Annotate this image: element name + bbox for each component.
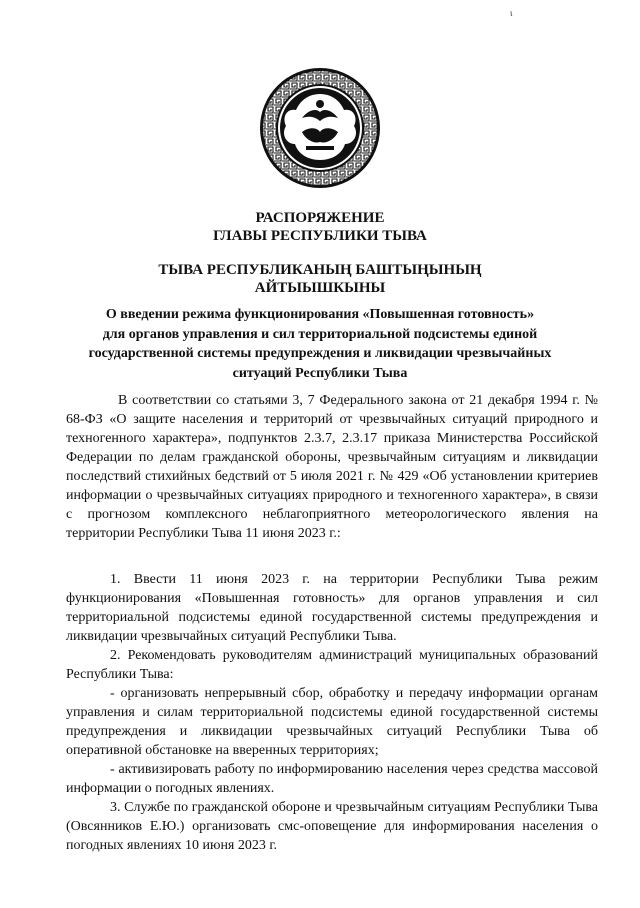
order-item-3: 3. Службе по гражданской обороне и чрезвычайным ситуациям Республики Тыва (Овсянников Е.Ю.) организовать смс-оповещение для информирования населения о погодных явлениях 10 июня 2023 г.	[66, 800, 598, 853]
tuva-coat-of-arms-icon	[258, 66, 382, 190]
subject-line: ситуаций Республики Тыва	[232, 365, 408, 381]
order-item-2: 2. Рекомендовать руководителям администраций муниципальных образований Республики Тыва:	[66, 648, 598, 682]
order-items	[66, 570, 598, 855]
document-subject	[60, 305, 580, 383]
title-line: ГЛАВЫ РЕСПУБЛИКИ ТЫВА	[213, 228, 427, 244]
order-item-2-sub-a: - организовать непрерывный сбор, обработку и передачу информации органам управления и силам территориальной подсистемы единой государственной системы предупреждения и ликвидации чрезвычайных ситуаций Республики Тыва об оперативной обстановке на вверенных территориях;	[66, 686, 598, 758]
title-line: ТЫВА РЕСПУБЛИКАНЫҢ БАШТЫҢЫНЫҢ	[158, 262, 482, 278]
corner-mark: ι	[510, 8, 513, 18]
subject-line: государственной системы предупреждения и ликвидации чрезвычайных	[88, 346, 552, 361]
title-line: АЙТЫЫШКЫНЫ	[254, 280, 386, 296]
document-title-tuvan	[60, 261, 580, 297]
title-line: РАСПОРЯЖЕНИЕ	[255, 210, 385, 226]
order-item-2-sub-b: - активизировать работу по информированию населения через средства массовой информации о погодных явлениях.	[66, 762, 598, 796]
preamble-paragraph: В соответствии со статьями 3, 7 Федерального закона от 21 декабря 1994 г. № 68-ФЗ «О защите населения и территорий от чрезвычайных ситуаций природного и техногенного характера», подпунктов 2.3.7, 2.3.17 приказа Министерства Российской Федерации по делам гражданской обороны, чрезвычайным ситуациям и ликвидации последствий стихийных бедствий от 5 июля 2021 г. № 429 «Об установлении критериев информации о чрезвычайных ситуациях природного и техногенного характера», в связи с прогнозом комплексного неблагоприятного метеорологического явления на территории Республики Тыва 11 июня 2023 г.:	[66, 393, 598, 541]
order-item-1: 1. Ввести 11 июня 2023 г. на территории Республики Тыва режим функционирования «Повышенная готовность» для органов управления и сил территориальной подсистемы единой государственной системы предупреждения и ликвидации чрезвычайных ситуаций Республики Тыва.	[66, 572, 598, 644]
subject-line: для органов управления и сил территориальной подсистемы единой	[102, 326, 538, 342]
document-title	[60, 209, 580, 245]
subject-line: О введении режима функционирования «Повышенная готовность»	[105, 307, 535, 322]
